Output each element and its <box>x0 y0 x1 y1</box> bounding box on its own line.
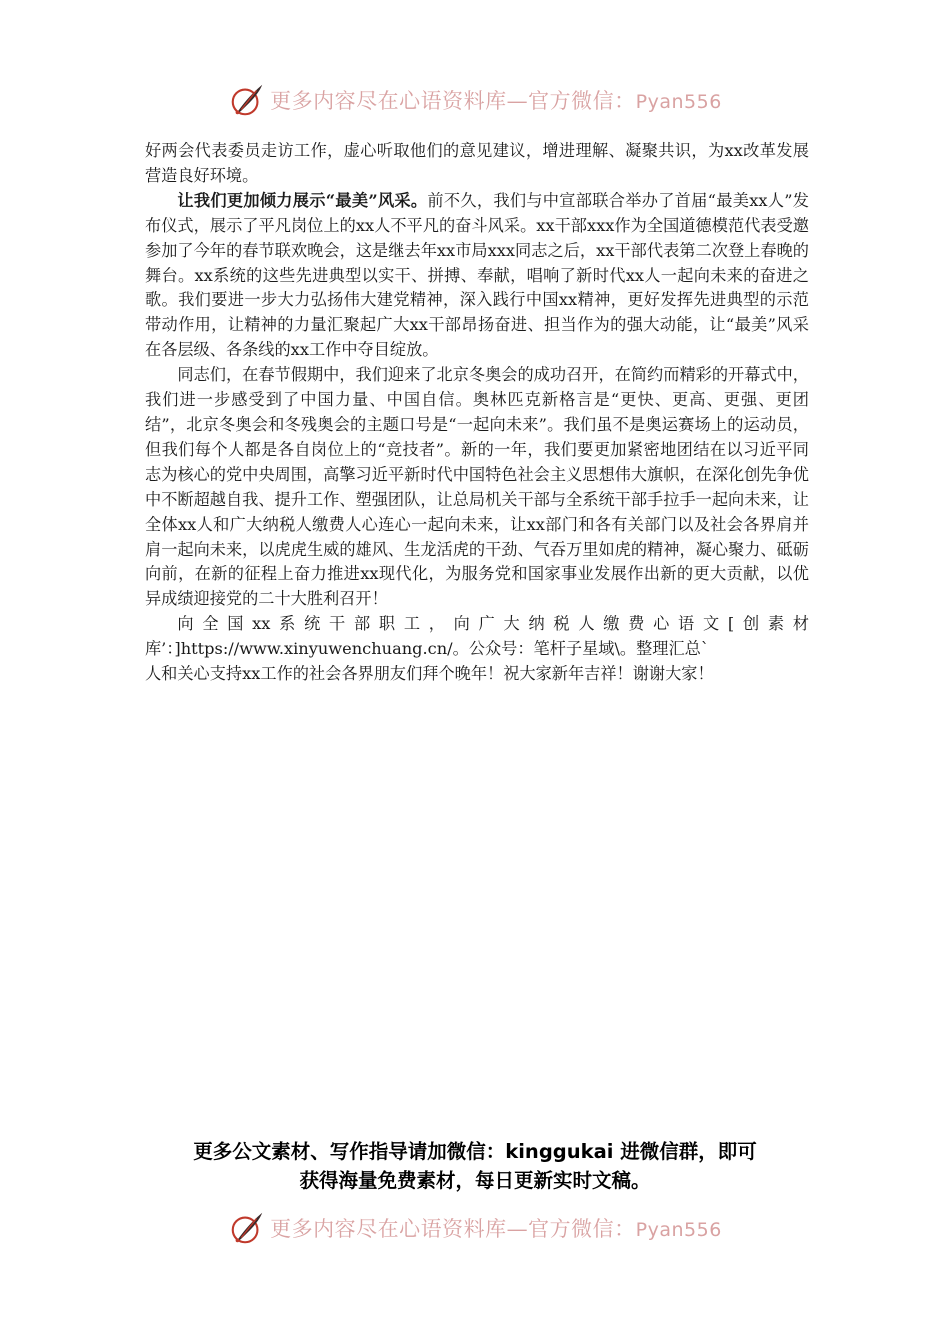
banner-text: 更多内容尽在心语资料库—官方微信：Pyan556 <box>270 89 722 113</box>
footer-promo-line: 获得海量免费素材，每日更新实时文稿。 <box>299 1169 651 1192</box>
footer-promo-note <box>120 1137 830 1195</box>
paragraph-greeting-line3: 人和关心支持xx工作的社会各界朋友们拜个晚年！祝大家新年吉祥！谢谢大家！ <box>145 664 714 684</box>
wechat-id: Pyan556 <box>635 91 722 113</box>
quill-pen-logo-icon <box>228 1209 266 1247</box>
document-body <box>145 139 809 687</box>
paragraph-body: 前不久，我们与中宣部联合举办了首届“最美xx人”发布仪式，展示了平凡岗位上的xx人不平凡的奋斗风采。xx干部xxx作为全国道德模范代表受邀参加了今年的春节联欢晚会，这是继去年xx市局xxx同志之后，xx干部代表第二次登上春晚的舞台。xx系统的这些先进典型以实干、拼搏、奉献，唱响了新时代xx人一起向未来的奋进之歌。我们要进一步大力弘扬伟大建党精神，深入践行中国xx精神，更好发挥先进典型的示范带动作用，让精神的力量汇聚起广大xx干部昂扬奋进、担当作为的强大动能，让“最美”风采在各层级、各条线的xx工作中夺目绽放。 <box>145 190 809 360</box>
footer-banner <box>0 1206 950 1250</box>
paragraph-olympics: 同志们，在春节假期中，我们迎来了北京冬奥会的成功召开，在简约而精彩的开幕式中，我们进一步感受到了中国力量、中国自信。奥林匹克新格言是“更快、更高、更强、更团结”，北京冬奥会和冬残奥会的主题口号是“一起向未来”。我们虽不是奥运赛场上的运动员，但我们每个人都是各自岗位上的“竞技者”。新的一年，我们要更加紧密地团结在以习近平同志为核心的党中央周围，高擎习近平新时代中国特色社会主义思想伟大旗帜，在深化创先争优中不断超越自我、提升工作、塑强团队，让总局机关干部与全系统干部手拉手一起向未来，让全体xx人和广大纳税人缴费人心连心一起向未来，让xx部门和各有关部门以及社会各界肩并肩一起向未来，以虎虎生威的雄风、生龙活虎的干劲、气吞万里如虎的精神，凝心聚力、砥砺向前，在新的征程上奋力推进xx现代化，为服务党和国家事业发展作出新的更大贡献，以优异成绩迎接党的二十大胜利召开！ <box>145 365 809 609</box>
footer-promo-line: 更多公文素材、写作指导请加微信：kinggukai 进微信群，即可 <box>193 1140 757 1163</box>
paragraph-greeting-line2: 库’：]https://www.xinyuwenchuang.cn/。公众号：笔杆子星域\。整理汇总` <box>145 639 709 659</box>
banner-text: 更多内容尽在心语资料库—官方微信：Pyan556 <box>270 1217 722 1241</box>
paragraph-most-beautiful <box>145 189 809 363</box>
quill-pen-logo-icon <box>228 81 266 119</box>
paragraph-heading: 让我们更加倾力展示“最美”风采。 <box>177 190 428 210</box>
wechat-id: Pyan556 <box>635 1219 722 1241</box>
paragraph-greeting-line1: 向全国xx系统干部职工，向广大纳税人缴费心语文[创素材 <box>177 614 809 634</box>
paragraph-continuation: 好两会代表委员走访工作，虚心听取他们的意见建议，增进理解、凝聚共识，为xx改革发展营造良好环境。 <box>145 141 809 185</box>
header-banner <box>0 78 950 122</box>
